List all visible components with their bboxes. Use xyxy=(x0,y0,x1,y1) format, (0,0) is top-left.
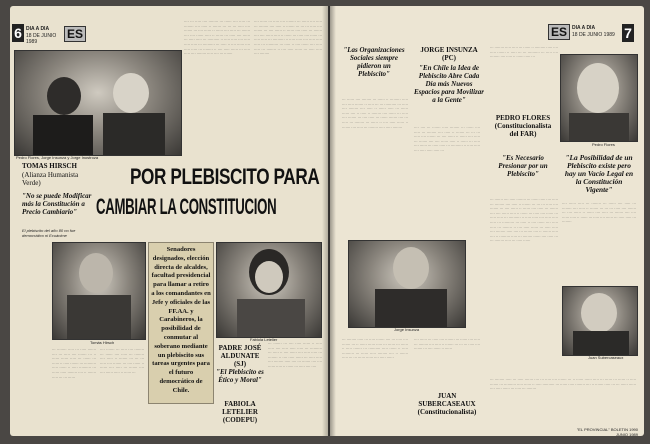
page-number: 6 xyxy=(12,24,24,42)
body-column: ··· ······ ···· ········ ··· ······ ·· ········· ····· ···· ····· ······· ·· ····· ··· ··· ·········· ··· ····· ···· ········ ···· ····· ·· ······ ····· ··· ······ ······ ···· ·· ····· ·· ········ ···· ······ ··· ····· ···· ······· ··· ···· ····· ··· ······ ······· ···· ··· ····· ··· ········ ··· ······ ·· ···· ····· ······ ·· ······· ···· ····· ··· ········ ····· ····· ········ xyxy=(342,98,408,130)
body-column: ··· ······· ···· ····· ········ ··· ······ ····· ···· ····· ··· ········ ···· ····· ·· ······· ··· ··· ··· ····· ···· ······· ··· ···· ······ ·· ······ ···· ····· ··· ······· ···· ···· ······ ····· ·· ······ ··· ····· ···· ······ ··· ····· ····· ··· ·········· ·· ····· ····· ···· ····· ····· ····· ··· ·········· ··· ····· ·· ···· ······ ···· ····· ····· ··· ········ ·· ···· ····· ······ ··· ····· ····· ···· ········ ····· ···· ··· ······· ···· ·· ······· ····· ···· ·· ········· ····· ··· ········ ······ ···· ····· ··· ··· ········ ····· ··· ····· ······ xyxy=(490,198,558,244)
tomas-subhead: El plebiscito del año 80 no fue democrático ni Ecuánime xyxy=(22,228,76,238)
fabiola-name: FABIOLA LETELIER (CODEPU) xyxy=(222,400,258,424)
top-photo xyxy=(14,50,182,156)
subercaseaux-photo xyxy=(562,286,638,356)
top-photo-caption: Pedro Flores, Jorge Insunza y Jorge Inostroza xyxy=(16,155,99,160)
body-column: ···· ··· ····· ···· ········ ··· ······ ···· ····· ··· ········ ···· ····· ·· ······· ··· ··· ··· ····· ···· ······· ··· ···· ······ ·· ······ ···· ····· ··· ······· ···· ···· ······ ····· ·· ······ ··· ····· ···· ······ ··· ····· ····· ··· ·········· ·· ····· ····· ···· ····· ····· ····· ··· ·········· ··· ····· ·· ···· ······ ···· ····· ····· ··· ········ ·· ···· ····· ······ ··· ····· ····· ···· ········ ····· ···· ··· ······· xyxy=(184,20,250,57)
body-column: ···· ······ ··· ····· ···· ········ ··· ······ ···· ····· ··· ········ ···· ····· ·· ······· ··· ··· ··· ····· ···· ······· ··· ···· ······ ·· ······ ···· ····· ··· ······· ···· ···· ······ ····· ·· ······ ··· ····· ···· ······ ··· ····· ····· ··· ·········· ·· ····· ····· ···· ····· ····· ····· ··· ·········· ··· ····· ·· ···· ······ ···· ····· ····· ··· ········ ·· ···· ····· ······ ··· ····· ····· ···· ········ xyxy=(254,20,322,57)
pedro-quote: "Es Necesario Presionar por un Plebiscito" xyxy=(498,154,548,178)
pedro-name: PEDRO FLORES (Constitucionalista del FAR) xyxy=(494,114,552,138)
magazine-logo: ES xyxy=(64,26,86,42)
pedro-photo xyxy=(560,54,638,142)
fabiola-photo-caption: Fabiola Letelier xyxy=(250,337,278,342)
padre-name: PADRE JOSÉ ALDUNATE (SJ) xyxy=(218,344,262,368)
magazine-logo: ES xyxy=(548,24,570,40)
page-gutter xyxy=(322,6,336,436)
issue-date: 18 DE JUNIO 1989 xyxy=(572,32,615,38)
issue-date: 18 DE JUNIO 1989 xyxy=(26,33,57,45)
insunza-name: JORGE INSUNZA (PC) xyxy=(420,46,478,62)
tomas-photo-caption: Tomás Hirsch xyxy=(90,340,115,345)
tomas-name: TOMAS HIRSCH xyxy=(22,162,77,170)
tomas-affiliation: (Alianza Humanista Verde) xyxy=(22,171,79,187)
body-column: ···· ······· ··· ····· ···· ········ ··· ······ ···· ····· ··· ········ ···· ····· ·· ······· ··· ··· ··· ····· ···· ······· ··· ···· ······ ·· ······ ···· ····· ··· ······· ···· ···· ······ ····· ·· ······ ··· xyxy=(100,348,144,375)
sidebar-box xyxy=(148,242,214,404)
body-column: ··· ········ ····· ····· ··· ······ ·· ········· ····· ···· ····· ······· ·· ····· ··· ··· ·········· ··· ····· ···· ········ ···· ····· ·· ······ ····· ··· xyxy=(490,46,558,60)
left-page xyxy=(10,6,328,436)
pedro-photo-caption: Pedro Flores xyxy=(592,142,615,147)
subercaseaux-photo-caption: Juan Subercaseaux xyxy=(588,355,624,360)
fabiola-photo xyxy=(216,242,322,338)
body-column: ···· ···· ··· ······· ····· ········ ··· ······ ···· ····· ··· ········ ···· ····· ·· ······· ··· ··· ··· ····· ···· ······· ··· ···· ······ ·· ······ ···· ····· ··· ······· ···· ···· ······ ····· ·· ······ ··· ····· ···· ······ ··· ····· ····· ··· ·········· ·· ····· ····· ···· ····· ····· ····· ··· xyxy=(414,126,480,153)
body-column: ··· ······· ··· ···· ····· ······ ·· ····· ····· ···· ····· ····· ····· ··· ·········· ··· ····· ·· ···· ······ ···· ····· ····· ··· ········ ·· ···· ····· ······ ··· ····· ····· ···· ········ ····· ···· ··· ······· ···· ···· ······ ····· ·· ······ ··· ····· ···· ···· xyxy=(268,342,322,369)
insunza-photo-caption: Jorge Insunza xyxy=(394,327,420,332)
juan-name: JUAN SUBERCASEAUX (Constitucionalista) xyxy=(417,392,477,416)
page-number: 7 xyxy=(622,24,634,42)
body-column: ···· ······ ··· ····· ···· ········ ··· ······ ···· ····· ··· ········ ···· ····· ·· ······· ··· ··· ··· ····· ···· ······· ··· ···· ······ ·· ······ xyxy=(414,338,480,352)
insunza-photo xyxy=(348,240,466,328)
body-column: ···· ······ ····· ··· ········ ··· ······ ···· ····· ··· ········ ···· ····· ·· ······· ··· ··· ··· ····· ···· ······· ··· ···· ······ ·· ······ ···· ····· ··· ······· ···· ···· ······ ····· ·· ······ ··· ····· ···· ······ ··· ····· ····· ··· ········ xyxy=(562,202,636,225)
padre-quote: "El Plebiscito es Ético y Moral" xyxy=(216,368,264,384)
right-page xyxy=(330,6,644,436)
section-label: DIA A DIA xyxy=(572,25,596,31)
body-column: ··· ········ ····· ··· ····· ······· ···· ··· ····· ···· ······· ··· ·· ······ ······ ····· ··· ······ ··· ······ ·· ····· ······· ··· ·········· ····· ······ ·· ····· ·········· ··· ······ ····· ········ ···· ·· ······· ····· ··· ··· ······ ······ ···· ····· ······ xyxy=(342,338,408,361)
section-label: DIA A DIA xyxy=(26,26,50,32)
tomas-photo xyxy=(52,242,146,340)
body-column: ··· ········ ····· ··· ····· ······· ···· ··· ····· ···· ······· ··· ·· ······ ······ ····· ··· ······ ··· ······ ·· ····· ······· ··· ·········· ····· ······ ·· ····· ·········· ··· ······ ····· ········ ···· ·· ······· ····· ··· ··· ······ xyxy=(52,348,96,380)
body-column: ··· ········ ····· ··· ····· ······· ···· ··· ····· ···· ······· ··· ·· ······ ······ ····· ··· ······ ··· ······ ·· ····· ······· ··· ·········· ····· ······ ·· ····· ·········· ··· ······ ····· ········ ···· ·· ······· ····· ··· ··· ······ ······ ···· ····· ······ ··· ····· ··· ········ xyxy=(490,378,636,392)
posibilidad-quote: "La Posibilidad de un Plebiscito existe pero hay un Vacío Legal en la Constitución Vigente" xyxy=(564,153,634,194)
headline-line2: CAMBIAR LA CONSTITUCION xyxy=(96,194,277,219)
headline-line1: POR PLEBISCITO PARA xyxy=(130,164,320,189)
magazine-spread xyxy=(4,6,646,440)
organizations-quote: "Las Organizaciones Sociales siempre pidieron un Plebiscito" xyxy=(343,46,405,78)
insunza-quote: "En Chile la Idea de Plebiscito Abre Cada Día más Nuevos Espacios para Movilizar a la Gente" xyxy=(414,64,485,104)
tomas-quote: "No se puede Modificar más la Constitución a Precio Cambiario" xyxy=(22,192,92,216)
sidebar-text: Senadores designados, elección directa de alcaldes, facultad presidencial para llamar a retiro a los comandantes en Jefe y oficiales de las FF.AA. y Carabineros, la posibilidad de conmutar al soberano mediante un plebiscito sus tareas urgentes para el futuro democrático de Chile. xyxy=(151,246,211,394)
footer-credit: "EL PROVINCIAL" BOLETIN 1990 JUNIO 1989 xyxy=(576,427,638,436)
